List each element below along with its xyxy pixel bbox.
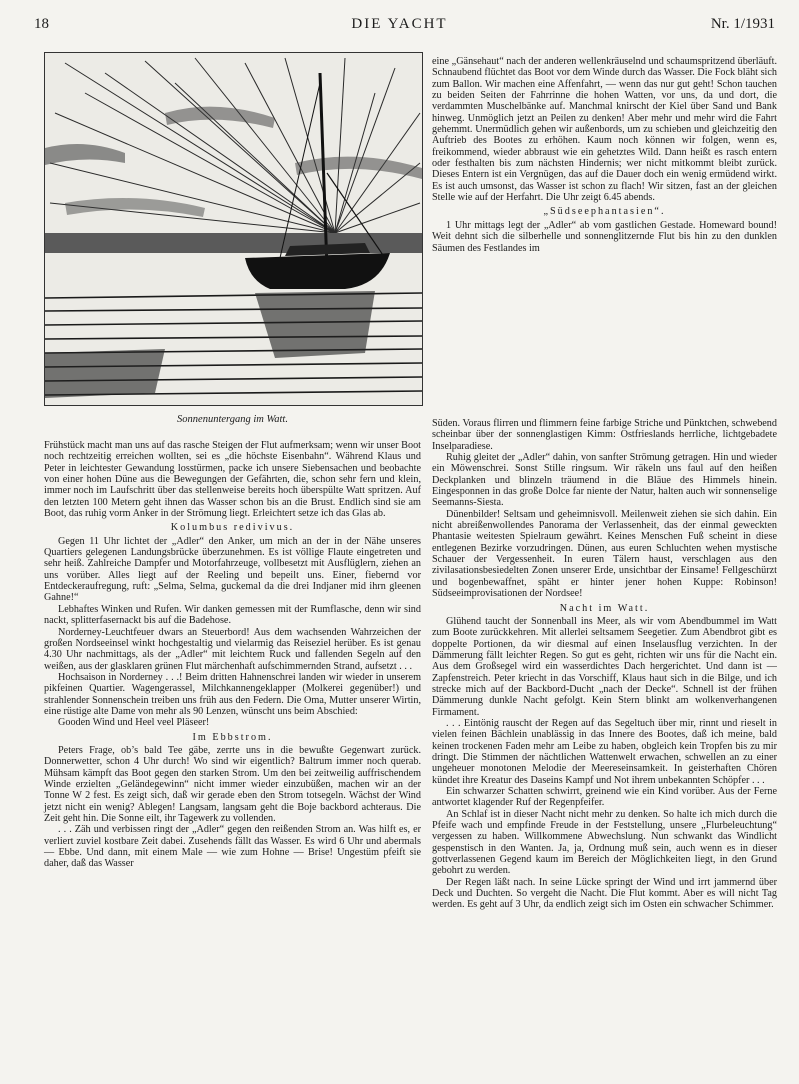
page-number: 18 (34, 16, 49, 32)
paragraph: Süden. Voraus flirren und flimmern feine farbige Striche und Pünktchen, schwebend scheinbar über der sonnenglastigen Kimm: Ostfrieslands herrliche, lichtgebadete Inselparadiese. (432, 418, 777, 452)
paragraph: Dünenbilder! Seltsam und geheimnisvoll. Meilenweit ziehen sie sich dahin. Ein nicht abreißenwollendes Panorama der Verlassenheit, das der einmal geweckten Phantasie weitesten Spielraum gewährt. Keines Menschen Fuß scheint in diese entlegenen Bezirke vorzudringen. Dünen, aus euren Schluchten wehen mystische Schauer der Vergessenheit. In euren Tälern haust, verschlagen aus den zivilasationsbesiedelten Zonen unserer Erde, unsichtbar der Einsame! Fellgeschürzt und bogenbewaffnet, späht er hinter jener hohen Kuppe: Robinson! Südseeimprovisationen der Nordsee! (432, 508, 777, 600)
paragraph: eine „Gänsehaut“ nach der anderen wellenkräuselnd und schaumspritzend überläuft. Schnaubend flüchtet das Boot vor dem Winde durch das Wasser. Die Fock bläht sich zum Ballon. Wir machen eine Affenfahrt, — wenn das nur gut geht! Schon tauchen zu beiden Seiten der Fahrrinne die hohen Watten, vor uns, da und dort, die verdammten Muschelbänke auf. Manchmal knirscht der Kiel über Sand und Bank hinweg. Unmöglich jetzt an Peilen zu denken! Aber mehr und mehr wird die Fahrt gehemmt. Unermüdlich gehen wir außenbords, um zu schieben und gleichzeitig den Auftrieb des Bootes zu erhöhen. Kaum noch können wir folgen, wenn es, freikommend, wieder abbraust wie ein gehetztes Wild. Dann heißt es rasch entern oder festhalten bis zum nächsten Hindernis; wer nicht mitkommt bleibt zurück. Dieses Entern ist ein Vergnügen, das auf die Dauer doch ein wenig ermüdend wirkt. Es ist auch umsonst, das Wasser ist schon zu flach! Wir sitzen, fast an der gleichen Stelle wie auf der Herfahrt. Die Uhr zeigt 6.45 abends. (432, 56, 777, 204)
paragraph: . . . Zäh und verbissen ringt der „Adler“ gegen den reißenden Strom an. Was hilft es, er verliert zuviel kostbare Zeit dabei. Zusehends fällt das Wasser. Es wird 6 Uhr und abermals — Ebbe. Und dann, mit einem Male — wie zum Hohne — Brise! Ungestüm pfeift sie daher, daß das Wasser (44, 824, 421, 870)
sailboat-etching (45, 53, 422, 405)
paragraph: Gooden Wind und Heel veel Pläseer! (58, 717, 210, 729)
paragraph: An Schlaf ist in dieser Nacht nicht mehr zu denken. So halte ich mich durch die Pfeife wach und empfinde Freude in der Feststellung, unsere „Flurbeleuchtung“ vergessen zu haben. Willkommene Abwechslung. Nun schwankt das Windlicht gespenstisch in den Wanten. Ja, ja, Ordnung muß sein, auch wenn es in dieser gottverlassenen Gegend kaum im Bereich der Möglichkeiten liegt, in den Grund gebohrt zu werden. (432, 808, 777, 877)
paragraph: Ein schwarzer Schatten schwirrt, greinend wie ein Kind vorüber. Aus der Ferne antwortet klagender Ruf der Regenpfeifer. (432, 786, 777, 809)
paragraph: Frühstück macht man uns auf das rasche Steigen der Flut aufmerksam; wenn wir unser Boot noch rechtzeitig erreichen wollten, sei es „die höchste Eisenbahn“. Während Klaus und Peter in leichtester Gewandung losstürmen, packe ich unsere Siebensachen und beobachte von einer hohen Düne aus die Bewegungen der Gefährten, die, schon sehr fern und klein, immer noch im Laufschritt über das stellenweise bereits hoch überspülte Watt spritzen. Auf den letzten 100 Metern geht ihnen das Wasser schon bis an die Brust. Endlich sind sie am Boot, das ruhig vorm Anker in der Strömung liegt. Erleichtert setze ich das Glas ab. (44, 440, 421, 520)
sunset-illustration (44, 52, 423, 406)
paragraph: Glühend taucht der Sonnenball ins Meer, als wir vom Abendbummel im Watt zum Boote zurückkehren. Mit allerlei seltsamem Seegetier. Zum Abendbrot gibt es doppelte Portionen, da wir diesmal auf einen Inselausflug verzichten. In der Dämmerung fällt leichter Regen. So gut es geht, richten wir uns für die Nacht ein. Aus dem Großsegel wird ein wasserdichtes Dach hergerichtet. Und dann ist — Zapfenstreich. Peter kriecht in das Vorschiff, Klaus haut sich in die Bilge, und ich strecke mich auf der Backbord-Ducht „nach der Decke“. Schnell ist der frühen Dämmerung dunkle Nacht gefolgt. Kein Stern blinkt am wolkenverhangenen Firmament. (432, 615, 777, 718)
page-header (0, 16, 799, 38)
section-heading: Nacht im Watt. (559, 602, 650, 614)
section-heading: Im Ebbstrom. (192, 731, 273, 743)
paragraph: Hochsaison in Norderney . . .! Beim dritten Hahnenschrei landen wir wieder in unserem pikfeinen Quartier. Wagengerassel, Milchkannengeklapper (Molkerei gegenüber!) und strahlender Sonnenschein treiben uns früh aus den Federn. Die Oma, Mutter unserer Wirtin, eine rüstige alte Dame von mehr als 90 Lenzen, wünscht uns beim Abschied: (44, 671, 421, 717)
figure-caption: Sonnenuntergang im Watt. (177, 414, 288, 425)
bottom-right-column (432, 418, 777, 911)
paragraph: Der Regen läßt nach. In seine Lücke springt der Wind und irrt jammernd über Deck und Duchten. So vergeht die Nacht. Die Flut kommt. Aber es will nicht Tag werden. Es geht auf 3 Uhr, da endlich zeigt sich im Osten ein schwacher Schimmer. (432, 876, 777, 911)
paragraph: Lebhaftes Winken und Rufen. Wir danken gemessen mit der Rumflasche, denn wir sind nackt, splitterfasernackt bis auf die Badehose. (44, 603, 421, 627)
section-heading: „Südseephantasien“. (543, 206, 666, 218)
left-column (44, 440, 421, 870)
paragraph: Gegen 11 Uhr lichtet der „Adler“ den Anker, um mich an der in der Nähe unseres Quartiers gelegenen Landungsbrücke überzunehmen. Es ist völlige Flaute eingetreten und sehr heiß. Zahlreiche Dampfer und Motorfahrzeuge, vollbesetzt mit Ausflüglern, ziehen an uns vorüber. Alles liegt auf der Reeling und bepeilt uns. Einer, fiebernd vor Entdeckeraufregung, ruft: „Selma, Selma, guckemal da die drei Indjaner mid ihrn gleenen Gahne!“ (44, 535, 421, 604)
paragraph: Norderney-Leuchtfeuer dwars an Steuerbord! Aus dem wachsenden Wahrzeichen der großen Nordseeinsel winkt hochgestaltig und vielarmig das Reiseziel herüber. Es ist genau 4.30 Uhr nachmittags, als der „Adler“ mit leichtem Ruck und fallenden Segeln auf den weißen, aus der glasklaren grünen Flut märchenhaft aufschimmernden Strand, aufsetzt . . . (44, 626, 421, 672)
paragraph: . . . Eintönig rauscht der Regen auf das Segeltuch über mir, rinnt und rieselt in vielen feinen Bächlein unablässig in das Innere des Bootes, daß ich meine, bald keinen trockenen Faden mehr am Leibe zu haben, obgleich kein Tropfen bis zu mir dringt. Die Stimmen der nächtlichen Wattenwelt erwachen, schwellen an zu einer ungeheuer monotonen Melodie der Meereseinsamkeit. In geisterhaften Chören kündet ihre Kreatur des Daseins Kampf und Not ihrem unbekannten Schöpfer . . . (432, 717, 777, 786)
paragraph: Ruhig gleitet der „Adler“ dahin, von sanfter Strömung getragen. Hin und wieder ein Möwenschrei. Sonst Stille ringsum. Wir räkeln uns faul auf den heißen Deckplanken und blinzeln träumend in die Bläue des Himmels hinein. Eingesponnen in das große Dolce far niente der Natur, halten auch wir sonnenselige Seemanns-Siesta. (432, 452, 777, 509)
paragraph: Peters Frage, ob’s bald Tee gäbe, zerrte uns in die bewußte Gegenwart zurück. Donnerwetter, schon 4 Uhr durch! Wo sind wir eigentlich? Baltrum immer noch querab. Mühsam kämpft das Boot gegen den starken Strom. Um den bei zeitweilig auffrischendem Winde erzielten „Geländegewinn“ nicht immer wieder einzubüßen, machen wir an der Tonne W 2 fest. Es zeigt sich, daß wir gerade eben den Strom totsegeln. Wächst der Wind jetzt nicht ein wenig? Ablegen! Langsam, langsam geht die Boje backbord achteraus. Die Zeit geht hin. Die Sonne eilt, ihr Tagewerk zu vollenden. (44, 744, 421, 824)
right-column (432, 56, 777, 254)
paragraph: 1 Uhr mittags legt der „Adler“ ab vom gastlichen Gestade. Homeward bound! Weit dehnt sich die silberhelle und sonnenglitzernde Flut bis hin zu den dunklen Säumen des Festlandes im (432, 219, 777, 254)
issue-number: Nr. 1/1931 (710, 16, 775, 32)
magazine-title: DIE YACHT (351, 16, 448, 32)
section-heading: Kolumbus redivivus. (170, 522, 295, 534)
